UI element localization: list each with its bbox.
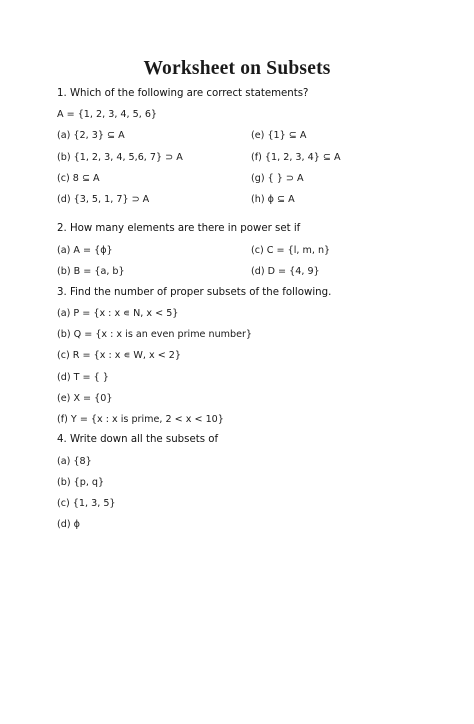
question-2-option-a: (a) A = {ϕ} [57, 245, 113, 256]
question-4-heading: 4. Write down all the subsets of [57, 434, 219, 445]
question-4-option-b: (b) {p, q} [57, 477, 105, 488]
question-1-option-b: (b) {1, 2, 3, 4, 5,6, 7} ⊃ A [57, 152, 183, 163]
worksheet-title: Worksheet on Subsets [143, 58, 331, 79]
question-1-option-f: (f) {1, 2, 3, 4} ⊆ A [251, 152, 341, 163]
question-2-option-b: (b) B = {a, b} [57, 266, 125, 277]
question-3-option-a: (a) P = {x : x ∊ N, x < 5} [57, 308, 179, 319]
question-1-option-a: (a) {2, 3} ⊆ A [57, 130, 125, 141]
question-4-option-c: (c) {1, 3, 5} [57, 498, 116, 509]
question-1-option-d: (d) {3, 5, 1, 7} ⊃ A [57, 194, 150, 205]
question-1-option-g: (g) { } ⊃ A [251, 173, 304, 184]
question-3-option-d: (d) T = { } [57, 372, 109, 383]
question-3-heading: 3. Find the number of proper subsets of the following. [57, 287, 332, 298]
question-1-heading: 1. Which of the following are correct statements? [57, 88, 309, 99]
question-1-option-c: (c) 8 ⊆ A [57, 173, 100, 184]
question-2-option-c: (c) C = {l, m, n} [251, 245, 331, 256]
question-3-option-b: (b) Q = {x : x is an even prime number} [57, 329, 253, 340]
question-3-option-c: (c) R = {x : x ∊ W, x < 2} [57, 350, 181, 361]
question-4-option-d: (d) ϕ [57, 519, 80, 530]
question-2-option-d: (d) D = {4, 9} [251, 266, 320, 277]
question-4-option-a: (a) {8} [57, 456, 92, 467]
question-1-option-h: (h) ϕ ⊆ A [251, 194, 295, 205]
question-1-set-definition: A = {1, 2, 3, 4, 5, 6} [57, 109, 158, 120]
question-3-option-f: (f) Y = {x : x is prime, 2 < x < 10} [57, 414, 224, 425]
question-2-heading: 2. How many elements are there in power set if [57, 223, 301, 234]
question-3-option-e: (e) X = {0} [57, 393, 113, 404]
question-1-option-e: (e) {1} ⊆ A [251, 130, 307, 141]
